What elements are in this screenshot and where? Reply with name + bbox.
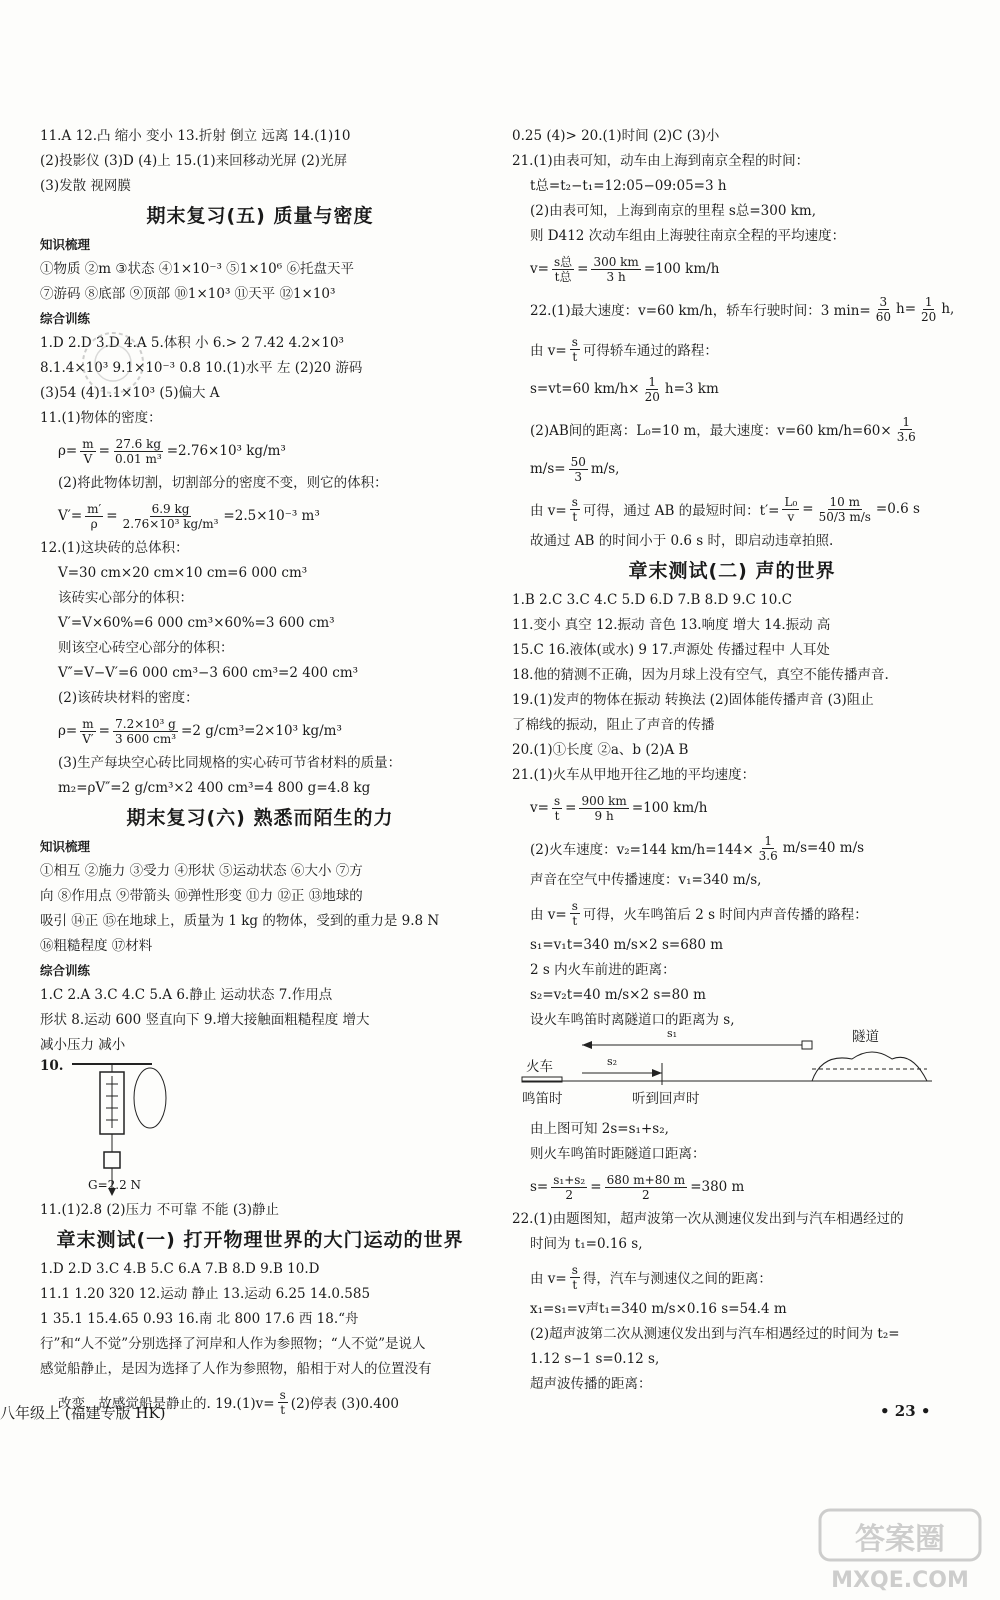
answer-line: 1.D 2.D 3.C 4.B 5.C 6.A 7.B 8.D 9.B 10.D <box>40 1261 320 1277</box>
formula-text: = <box>590 1179 602 1195</box>
formula-text: ρ= <box>58 723 78 739</box>
denominator: 3 h <box>606 269 626 284</box>
answer-line: 11.(1)2.8 (2)压力 不可靠 不能 (3)静止 <box>40 1202 279 1218</box>
formula-text: 可得轿车通过的路程： <box>582 343 718 359</box>
answer-line: 21.(1)由表可知，动车由上海到南京全程的时间： <box>512 153 810 169</box>
fraction <box>113 437 164 466</box>
formula-line <box>40 496 480 536</box>
numerator: L₀ <box>784 494 798 509</box>
numerator: s总 <box>553 254 573 269</box>
formula-text: 22.(1)最大速度：v=60 km/h，轿车行驶时间：3 min= <box>530 303 871 319</box>
denominator: 9 h <box>594 808 614 823</box>
left-column <box>40 124 480 1422</box>
fraction <box>579 794 628 823</box>
fraction <box>552 794 562 823</box>
formula-line <box>512 409 952 449</box>
formula-text: m/s= <box>530 461 566 477</box>
denominator: t <box>554 808 560 823</box>
answer-line: (2)将此物体切割，切割部分的密度不变，则它的体积： <box>58 475 388 491</box>
numerator: m <box>82 716 94 731</box>
formula-line <box>512 788 952 828</box>
denominator: 20 <box>644 389 660 404</box>
formula-line <box>512 329 952 369</box>
whistle-label: 鸣笛时 <box>522 1091 563 1107</box>
answer-line: (3)生产每块空心砖比同规格的实心砖可节省材料的质量： <box>58 755 402 771</box>
answer-line: (3)54 (4)1.1×10³ (5)偏大 A <box>40 385 220 401</box>
watermark-title: 答案圈 <box>855 1522 945 1557</box>
answer-line: 11.A 12.凸 缩小 变小 13.折射 倒立 远离 14.(1)10 <box>40 128 351 144</box>
answer-line: 11.(1)物体的密度： <box>40 410 162 426</box>
fraction <box>591 255 640 284</box>
answer-line: 20.(1)①长度 ②a、b (2)A B <box>512 742 689 758</box>
formula-line <box>512 449 952 489</box>
denominator: 3 <box>574 469 583 484</box>
answer-line: (2)由表可知，上海到南京的里程 s总=300 km, <box>530 203 816 219</box>
denominator: 2.76×10³ kg/m³ <box>122 516 219 531</box>
formula-text: (2)火车速度：v₂=144 km/h=144× <box>530 842 754 858</box>
answer-line: (2)投影仪 (3)D (4)上 15.(1)来回移动光屏 (2)光屏 <box>40 153 348 169</box>
answer-line: 2 s 内火车前进的距离： <box>530 962 676 978</box>
formula-line <box>512 828 952 868</box>
numerator: 3 <box>879 294 888 309</box>
fraction <box>121 502 221 531</box>
answer-line: 12.(1)这块砖的总体积： <box>40 540 189 556</box>
fraction <box>80 717 95 746</box>
formula-text: v= <box>530 261 549 277</box>
answer-line: (2)该砖块材料的密度： <box>58 690 199 706</box>
answer-line: 则 D412 次动车组由上海驶往南京全程的平均速度： <box>530 228 846 244</box>
answer-line: 1.12 s−1 s=0.12 s, <box>530 1351 660 1367</box>
spring-scale-figure <box>40 1058 480 1198</box>
formula-line <box>512 1257 952 1297</box>
numerator: s <box>571 898 578 913</box>
denominator: V <box>83 451 93 466</box>
fraction <box>919 295 938 324</box>
formula-text: h=3 km <box>664 381 719 397</box>
formula-text: 可得，通过 AB 的最短时间：t′= <box>582 503 780 519</box>
section-title: 章末测试(二) 声的世界 <box>628 560 836 582</box>
formula-line <box>512 289 955 329</box>
answer-line: 则火车鸣笛时距隧道口距离： <box>530 1146 706 1162</box>
formula-line <box>512 1167 952 1207</box>
denominator: t <box>280 1402 286 1417</box>
answer-line: 21.(1)火车从甲地开往乙地的平均速度： <box>512 767 756 783</box>
answer-line: 1 35.1 15.4.65 0.93 16.南 北 800 17.6 西 18.“舟 <box>40 1311 359 1327</box>
formula-text: V′= <box>58 508 83 524</box>
denominator: 50/3 m/s <box>818 509 871 524</box>
answer-line: 行”和“人不觉”分别选择了河岸和人作为参照物；“人不觉”是说人 <box>40 1336 426 1352</box>
formula-text: 由 v= <box>530 1271 567 1287</box>
formula-text: s=vt=60 km/h× <box>530 381 640 397</box>
footer-book-title: 八年级上 (福建专版 HK) <box>0 1404 166 1422</box>
echo-label: 听到回声时 <box>632 1091 700 1107</box>
numerator: 1 <box>764 833 773 848</box>
numerator: 900 km <box>581 793 627 808</box>
numerator: 6.9 kg <box>151 501 190 516</box>
denominator: t <box>572 349 578 364</box>
answer-line: 19.(1)发声的物体在振动 转换法 (2)固体能传播声音 (3)阻止 <box>512 692 874 708</box>
formula-text: = <box>565 800 577 816</box>
fraction <box>552 255 574 284</box>
page-number: • 23 • <box>880 1402 931 1420</box>
fraction <box>113 717 178 746</box>
answer-line: 22.(1)由题图知，超声波第一次从测速仪发出到与汽车相遇经过的 <box>512 1211 904 1227</box>
stamp-mark <box>78 328 148 398</box>
fraction <box>570 495 580 524</box>
numerator: s <box>571 494 578 509</box>
formula-text: (2)停表 (3)0.400 <box>290 1396 399 1412</box>
answer-line: 1.C 2.A 3.C 4.C 5.A 6.静止 运动状态 7.作用点 <box>40 987 333 1003</box>
formula-text: m/s=40 m/s <box>782 840 865 856</box>
answer-line: 设火车鸣笛时离隧道口的距离为 s, <box>530 1012 735 1028</box>
answer-line: 18.他的猜测不正确，因为月球上没有空气，真空不能传播声音. <box>512 667 889 683</box>
formula-text: =2 g/cm³=2×10³ kg/m³ <box>181 723 342 739</box>
right-column <box>512 124 955 1397</box>
formula-text: 由 v= <box>530 343 567 359</box>
denominator: v <box>787 509 795 524</box>
formula-line <box>40 431 480 471</box>
numerator: m′ <box>87 501 102 516</box>
fraction <box>80 437 95 466</box>
fraction <box>605 1173 688 1202</box>
gravity-label: G=2.2 N <box>88 1178 142 1192</box>
tunnel-label: 隧道 <box>852 1029 879 1045</box>
answer-line: s₂=v₂t=40 m/s×2 s=80 m <box>530 987 706 1003</box>
answer-line: 感觉船静止，是因为选择了人作为参照物，船相于对人的位置没有 <box>40 1361 432 1377</box>
answer-line: 时间为 t₁=0.16 s, <box>530 1236 643 1252</box>
answer-line: 0.25 (4)> 20.(1)时间 (2)C (3)小 <box>512 128 720 144</box>
formula-text: m/s, <box>590 461 620 477</box>
numerator: 27.6 kg <box>115 436 162 451</box>
formula-text: = <box>98 723 110 739</box>
denominator: 3 600 cm³ <box>114 731 177 746</box>
answer-line: 向 ⑧作用点 ⑨带箭头 ⑩弹性形变 ⑪力 ⑫正 ⑬地球的 <box>40 888 363 904</box>
numerator: s <box>571 334 578 349</box>
numerator: 1 <box>902 414 911 429</box>
fraction <box>570 335 580 364</box>
answer-line: 了棉线的振动，阻止了声音的传播 <box>512 717 715 733</box>
train-tunnel-figure <box>512 1027 952 1117</box>
answer-line: 故通过 AB 的时间小于 0.6 s 时，即启动违章拍照. <box>530 533 834 549</box>
answer-line: x₁=s₁=v声t₁=340 m/s×0.16 s=54.4 m <box>530 1301 787 1317</box>
formula-line <box>512 489 952 529</box>
answer-line: s₁=v₁t=340 m/s×2 s=680 m <box>530 937 724 953</box>
fraction <box>757 834 780 863</box>
denominator: 2 <box>642 1187 650 1202</box>
fraction <box>782 495 799 524</box>
answer-line: 超声波传播的距离： <box>530 1376 652 1392</box>
formula-text: 改变，故感觉船是静止的. 19.(1)v= <box>58 1396 275 1412</box>
formula-text: = <box>98 443 110 459</box>
formula-text: =380 m <box>690 1179 745 1195</box>
numerator: s <box>571 1262 578 1277</box>
fraction <box>817 495 873 524</box>
subsection-label: 知识梳理 <box>40 839 91 854</box>
formula-line <box>512 249 952 289</box>
train-tunnel-diagram <box>512 1033 942 1117</box>
watermark-url: MXQE.COM <box>831 1568 969 1593</box>
formula-text: =100 km/h <box>631 800 708 816</box>
fraction <box>551 1173 587 1202</box>
formula-text: h, <box>941 301 955 317</box>
answer-line: 形状 8.运动 600 竖直向下 9.增大接触面粗糙程度 增大 <box>40 1012 370 1028</box>
answer-line: (2)超声波第二次从测速仪发出到与汽车相遇经过的时间为 t₂= <box>530 1326 900 1342</box>
answer-line: t总=t₂−t₁=12:05−09:05=3 h <box>530 178 727 194</box>
formula-text: v= <box>530 800 549 816</box>
denominator: t <box>572 913 578 928</box>
answer-line: 11.1 1.20 320 12.运动 静止 13.运动 6.25 14.0.585 <box>40 1286 371 1302</box>
numerator: 7.2×10³ g <box>115 716 176 731</box>
formula-line <box>40 711 480 751</box>
formula-text: 由 v= <box>530 907 567 923</box>
answer-line: V″=V−V′=6 000 cm³−3 600 cm³=2 400 cm³ <box>58 665 359 681</box>
answer-line: 1.D 2.D 3.D 4.A 5.体积 小 6.> 2 7.42 4.2×10³ <box>40 335 344 351</box>
spring-scale-diagram <box>62 1058 202 1198</box>
formula-text: =2.76×10³ kg/m³ <box>166 443 286 459</box>
formula-text: = <box>802 501 814 517</box>
fraction <box>569 455 588 484</box>
numerator: s <box>279 1387 286 1402</box>
fraction <box>278 1388 288 1417</box>
denominator: 0.01 m³ <box>114 451 162 466</box>
subsection-label: 综合训练 <box>40 963 91 978</box>
answer-line: V′=V×60%=6 000 cm³×60%=3 600 cm³ <box>58 615 335 631</box>
answer-line: ⑦游码 ⑧底部 ⑨顶部 ⑩1×10³ ⑪天平 ⑫1×10³ <box>40 286 336 302</box>
fraction <box>895 415 918 444</box>
train-label: 火车 <box>526 1059 553 1075</box>
fraction <box>570 899 580 928</box>
answer-line: 15.C 16.液体(或水) 9 17.声源处 传播过程中 人耳处 <box>512 642 830 658</box>
s2-label: s₂ <box>607 1055 618 1068</box>
numerator: 1 <box>924 294 933 309</box>
formula-text: = <box>106 508 118 524</box>
formula-line <box>512 369 952 409</box>
formula-text: ρ= <box>58 443 78 459</box>
formula-text: =0.6 s <box>875 501 920 517</box>
answer-line: 减小压力 减小 <box>40 1037 126 1053</box>
answer-line: 则该空心砖空心部分的体积： <box>58 640 234 656</box>
answer-line: V=30 cm×20 cm×10 cm=6 000 cm³ <box>58 565 308 581</box>
question-number: 10. <box>40 1058 64 1074</box>
numerator: s₁+s₂ <box>553 1172 586 1187</box>
numerator: 10 m <box>829 494 860 509</box>
answer-line: ①物质 ②m ③状态 ④1×10⁻³ ⑤1×10⁶ ⑥托盘天平 <box>40 261 354 277</box>
numerator: 50 <box>570 454 586 469</box>
formula-text: 得，汽车与测速仪之间的距离： <box>582 1271 772 1287</box>
denominator: 20 <box>921 309 937 324</box>
denominator: t总 <box>554 269 572 284</box>
section-title: 期末复习(五) 质量与密度 <box>146 205 374 227</box>
formula-text: =100 km/h <box>643 261 720 277</box>
numerator: 300 km <box>593 254 639 269</box>
numerator: 680 m+80 m <box>606 1172 686 1187</box>
formula-text: = <box>577 261 589 277</box>
subsection-label: 知识梳理 <box>40 237 91 252</box>
section-title: 章末测试(一) 打开物理世界的大门运动的世界 <box>56 1229 464 1251</box>
fraction <box>570 1263 580 1292</box>
numerator: m <box>82 436 94 451</box>
answer-line: 吸引 ⑭正 ⑮在地球上，质量为 1 kg 的物体，受到的重力是 9.8 N <box>40 913 440 929</box>
fraction <box>874 295 893 324</box>
denominator: 3.6 <box>758 848 778 863</box>
answer-line: 11.变小 真空 12.振动 音色 13.响度 增大 14.振动 高 <box>512 617 831 633</box>
answer-line: 声音在空气中传播速度：v₁=340 m/s, <box>530 872 762 888</box>
answer-line: ①相互 ②施力 ③受力 ④形状 ⑤运动状态 ⑥大小 ⑦方 <box>40 863 363 879</box>
denominator: 3.6 <box>896 429 916 444</box>
answer-line: 1.B 2.C 3.C 4.C 5.D 6.D 7.B 8.D 9.C 10.C <box>512 592 792 608</box>
answer-line: 该砖实心部分的体积： <box>58 590 193 606</box>
formula-text: 由 v= <box>530 503 567 519</box>
denominator: 60 <box>875 309 892 324</box>
formula-line <box>512 893 952 933</box>
formula-text: =2.5×10⁻³ m³ <box>223 508 320 524</box>
answer-line: ⑯粗糙程度 ⑰材料 <box>40 938 153 954</box>
answer-line: 由上图可知 2s=s₁+s₂, <box>530 1121 669 1137</box>
fraction <box>643 375 662 404</box>
formula-text: (2)AB间的距离：L₀=10 m，最大速度：v=60 km/h=60× <box>530 423 892 439</box>
numerator: s <box>553 793 561 808</box>
s1-label: s₁ <box>667 1027 678 1040</box>
denominator: V′ <box>82 731 94 746</box>
denominator: t <box>572 509 578 524</box>
denominator: t <box>572 1277 578 1292</box>
subsection-label: 综合训练 <box>40 311 91 326</box>
formula-text: 可得，火车鸣笛后 2 s 时间内声音传播的路程： <box>582 907 868 923</box>
numerator: 1 <box>648 374 657 389</box>
formula-text: s= <box>530 1179 549 1195</box>
answer-line: 8.1.4×10³ 9.1×10⁻³ 0.8 10.(1)水平 左 (2)20 游码 <box>40 360 363 376</box>
section-title: 期末复习(六) 熟悉而陌生的力 <box>126 807 394 829</box>
formula-text: h= <box>896 301 917 317</box>
answer-line: (3)发散 视网膜 <box>40 178 131 194</box>
fraction <box>85 502 103 531</box>
denominator: 2 <box>565 1187 574 1202</box>
watermark-logo <box>810 1505 990 1595</box>
denominator: ρ <box>90 516 98 531</box>
answer-line: m₂=ρV″=2 g/cm³×2 400 cm³=4 800 g=4.8 kg <box>58 780 371 796</box>
